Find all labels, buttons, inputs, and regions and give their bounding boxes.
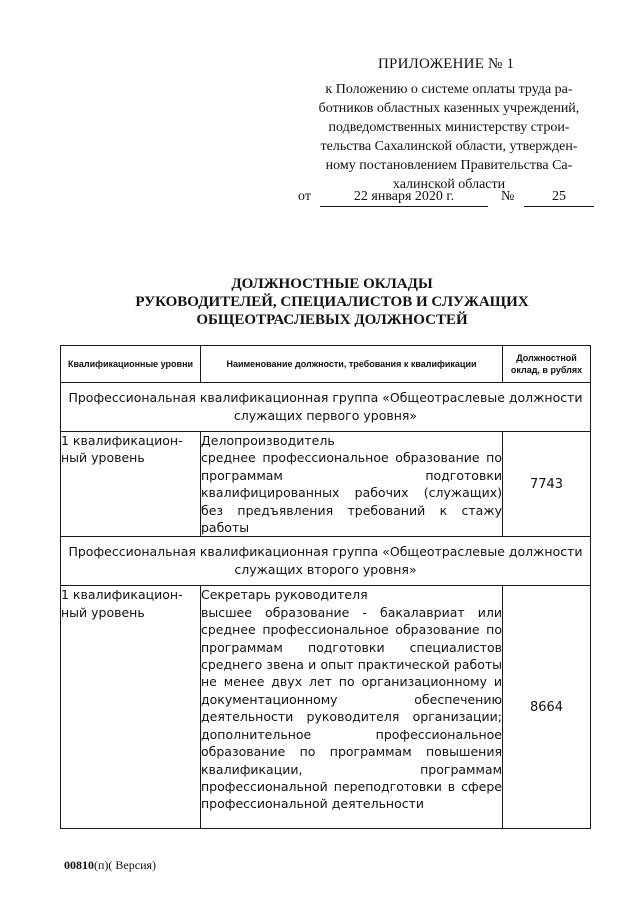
document-title xyxy=(90,275,574,329)
table-header-row xyxy=(61,346,591,383)
position-cell xyxy=(201,432,503,537)
column-header-position: Наименование должности, требования к квалификации xyxy=(201,346,503,383)
resolution-date: 22 января 2020 г. xyxy=(320,189,488,207)
appendix-label: ПРИЛОЖЕНИЕ № 1 xyxy=(378,56,515,72)
position-requirements: высшее образование - бакалавриат или среднее профессиональное образование по программам подготовки специалистов среднего звена и опыт практической работы не менее двух лет по организационному и документационному обеспечению деятельности руководителя организации; дополнительное профессиональное образование по программам повышения квалификации, программам профессиональной переподготовки в сфере профессиональной деятельности xyxy=(201,604,502,812)
group-row xyxy=(61,537,591,586)
date-prefix: от xyxy=(298,189,311,204)
approval-line: халинской области xyxy=(392,177,506,192)
level-cell: 1 квалификацион-ный уровень xyxy=(61,432,201,537)
approval-line: тельства Сахалинской области, утвержден- xyxy=(320,139,578,154)
number-prefix: № xyxy=(501,189,515,204)
resolution-date-row xyxy=(298,189,602,211)
position-title: Делопроизводитель xyxy=(201,433,335,448)
position-cell xyxy=(201,586,503,829)
approval-line: подведомственных министерству строи- xyxy=(328,120,570,135)
salary-cell: 7743 xyxy=(503,432,591,537)
document-code: 00810 xyxy=(64,858,94,872)
approval-line: ботников областных казенных учреждений, xyxy=(318,101,580,116)
document-footer xyxy=(64,858,156,873)
column-header-salary: Должностной оклад, в рублях xyxy=(503,346,591,383)
column-header-level: Квалификационные уровни xyxy=(61,346,201,383)
position-title: Секретарь руководителя xyxy=(201,587,368,603)
title-line: РУКОВОДИТЕЛЕЙ, СПЕЦИАЛИСТОВ И СЛУЖАЩИХ xyxy=(135,294,529,310)
approval-line: к Положению о системе оплаты труда ра- xyxy=(325,82,573,97)
approval-note xyxy=(296,80,602,194)
title-line: ДОЛЖНОСТНЫЕ ОКЛАДЫ xyxy=(231,276,433,292)
salary-cell: 8664 xyxy=(503,586,591,829)
group-title: Профессиональная квалификационная группа «Общеотраслевые должности служащих первого уровня» xyxy=(61,383,591,432)
table-row xyxy=(61,586,591,829)
document-version: (п)( Версия) xyxy=(94,858,157,872)
level-cell: 1 квалификацион-ный уровень xyxy=(61,586,201,829)
position-requirements: среднее профессиональное образование по программам подготовки квалифицированных рабочих (служащих) без предъявления требований к стажу работы xyxy=(201,450,502,536)
resolution-number: 25 xyxy=(524,189,594,207)
group-title: Профессиональная квалификационная группа «Общеотраслевые должности служащих второго уровня» xyxy=(61,537,591,586)
approval-line: ному постановлением Правительства Са- xyxy=(325,158,573,173)
title-line: ОБЩЕОТРАСЛЕВЫХ ДОЛЖНОСТЕЙ xyxy=(196,312,468,328)
table-row xyxy=(61,432,591,537)
group-row xyxy=(61,383,591,432)
salary-table xyxy=(60,345,591,829)
